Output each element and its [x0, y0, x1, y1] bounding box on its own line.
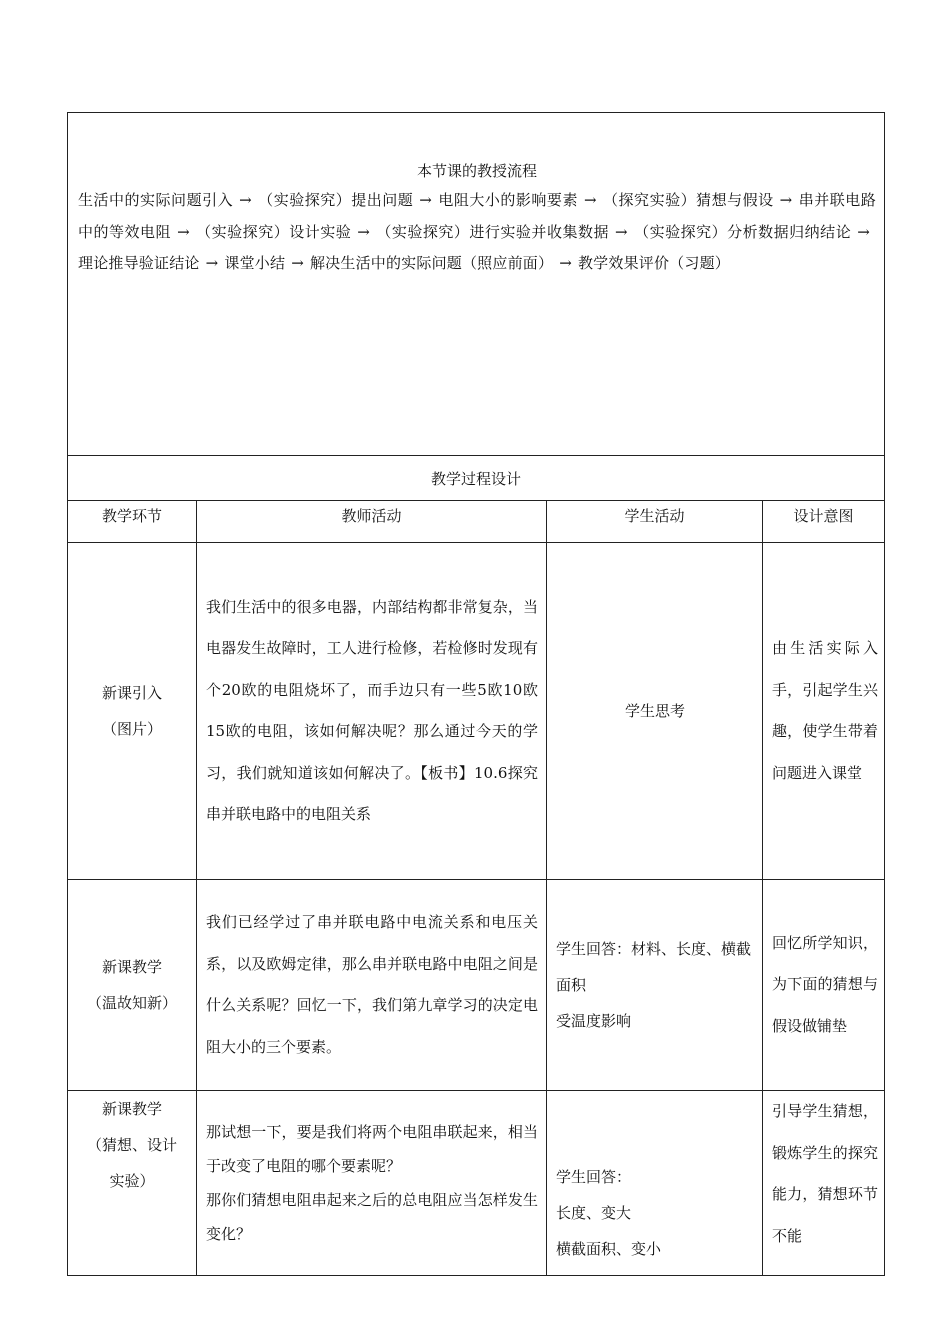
flow-step: （实验探究）设计实验	[195, 222, 352, 241]
design-intent: 引导学生猜想，锻炼学生的探究能力，猜想环节不能	[763, 1091, 885, 1276]
lesson-plan-table	[67, 112, 884, 1276]
stage-cell	[68, 880, 197, 1091]
student-line: 学生思考	[624, 702, 685, 720]
stage-line: 新课引入	[101, 684, 162, 702]
teacher-activity	[197, 1091, 547, 1276]
flow-arrow-icon: →	[419, 191, 433, 209]
flow-step: 解决生活中的实际问题（照应前面）	[309, 254, 554, 272]
stage-line: 实验）	[109, 1172, 155, 1190]
flow-arrow-icon: →	[205, 254, 219, 272]
flow-step: 电阻大小的影响要素	[438, 191, 578, 209]
stage-cell	[68, 543, 197, 880]
design-intent: 回忆所学知识，为下面的猜想与假设做铺垫	[763, 880, 885, 1091]
flow-arrow-icon: →	[357, 222, 371, 241]
flow-arrow-icon: →	[779, 191, 793, 209]
flow-step: （实验探究）分析数据归纳结论	[633, 222, 852, 241]
flow-step: 生活中的实际问题引入	[78, 191, 234, 209]
teaching-flow-cell	[68, 113, 885, 456]
flow-step: 课堂小结	[224, 254, 286, 272]
flow-step: 理论推导验证结论	[78, 254, 200, 272]
student-line: 受温度影响	[556, 1012, 632, 1030]
teacher-line: 那试想一下，要是我们将两个电阻串联起来，相当于改变了电阻的哪个要素呢？	[206, 1123, 538, 1175]
design-intent: 由生活实际入手，引起学生兴趣，使学生带着问题进入课堂	[763, 543, 885, 880]
flow-arrow-icon: →	[614, 222, 628, 241]
stage-line: 新课教学	[101, 1100, 162, 1118]
header-teacher: 教师活动	[197, 501, 547, 543]
flow-step: （实验探究）提出问题	[257, 191, 414, 209]
flow-step: （探究实验）猜想与假设	[602, 191, 774, 209]
student-activity	[547, 543, 763, 880]
header-intent: 设计意图	[763, 501, 885, 543]
table-row	[68, 543, 885, 880]
stage-line: （猜想、设计	[86, 1136, 177, 1154]
header-stage: 教学环节	[68, 501, 197, 543]
stage-line: （图片）	[101, 720, 162, 738]
flow-step: 串并联电路中的等效电阻	[78, 191, 876, 241]
stage-cell	[68, 1091, 197, 1276]
student-line: 横截面积、变小	[556, 1240, 662, 1258]
stage-line: 新课教学	[101, 958, 162, 976]
teacher-activity: 我们已经学过了串并联电路中电流关系和电压关系，以及欧姆定律，那么串并联电路中电阻之间是什么关系呢？回忆一下，我们第九章学习的决定电阻大小的三个要素。	[197, 880, 547, 1091]
table-header-row	[68, 501, 885, 543]
student-line: 学生回答：材料、长度、横截面积	[556, 940, 752, 994]
flow-step: （实验探究）进行实验并收集数据	[376, 222, 609, 241]
table-row	[68, 1091, 885, 1276]
student-line: 学生回答：	[556, 1168, 632, 1186]
flow-steps	[78, 185, 876, 280]
flow-title: 本节课的教授流程	[417, 162, 538, 180]
teacher-activity: 我们生活中的很多电器，内部结构都非常复杂，当电器发生故障时，工人进行检修，若检修时发现有个20欧的电阻烧坏了，而手边只有一些5欧10欧15欧的电阻，该如何解决呢？那么通过今天的学习，我们就知道该如何解决了。【板书】10.6探究串并联电路中的电阻关系	[197, 543, 547, 880]
flow-arrow-icon: →	[177, 222, 190, 241]
flow-step: 教学效果评价（习题）	[577, 254, 730, 272]
student-activity	[547, 1091, 763, 1276]
header-student: 学生活动	[547, 501, 763, 543]
table-row	[68, 880, 885, 1091]
flow-arrow-icon: →	[239, 191, 252, 209]
student-line: 长度、变大	[556, 1204, 632, 1222]
flow-arrow-icon: →	[857, 222, 870, 241]
flow-arrow-icon: →	[559, 254, 572, 272]
flow-arrow-icon: →	[583, 191, 597, 209]
design-title: 教学过程设计	[68, 456, 885, 501]
stage-line: （温故知新）	[86, 994, 177, 1012]
flow-arrow-icon: →	[291, 254, 304, 272]
student-activity	[547, 880, 763, 1091]
teacher-line: 那你们猜想电阻串起来之后的总电阻应当怎样发生变化？	[206, 1191, 538, 1243]
